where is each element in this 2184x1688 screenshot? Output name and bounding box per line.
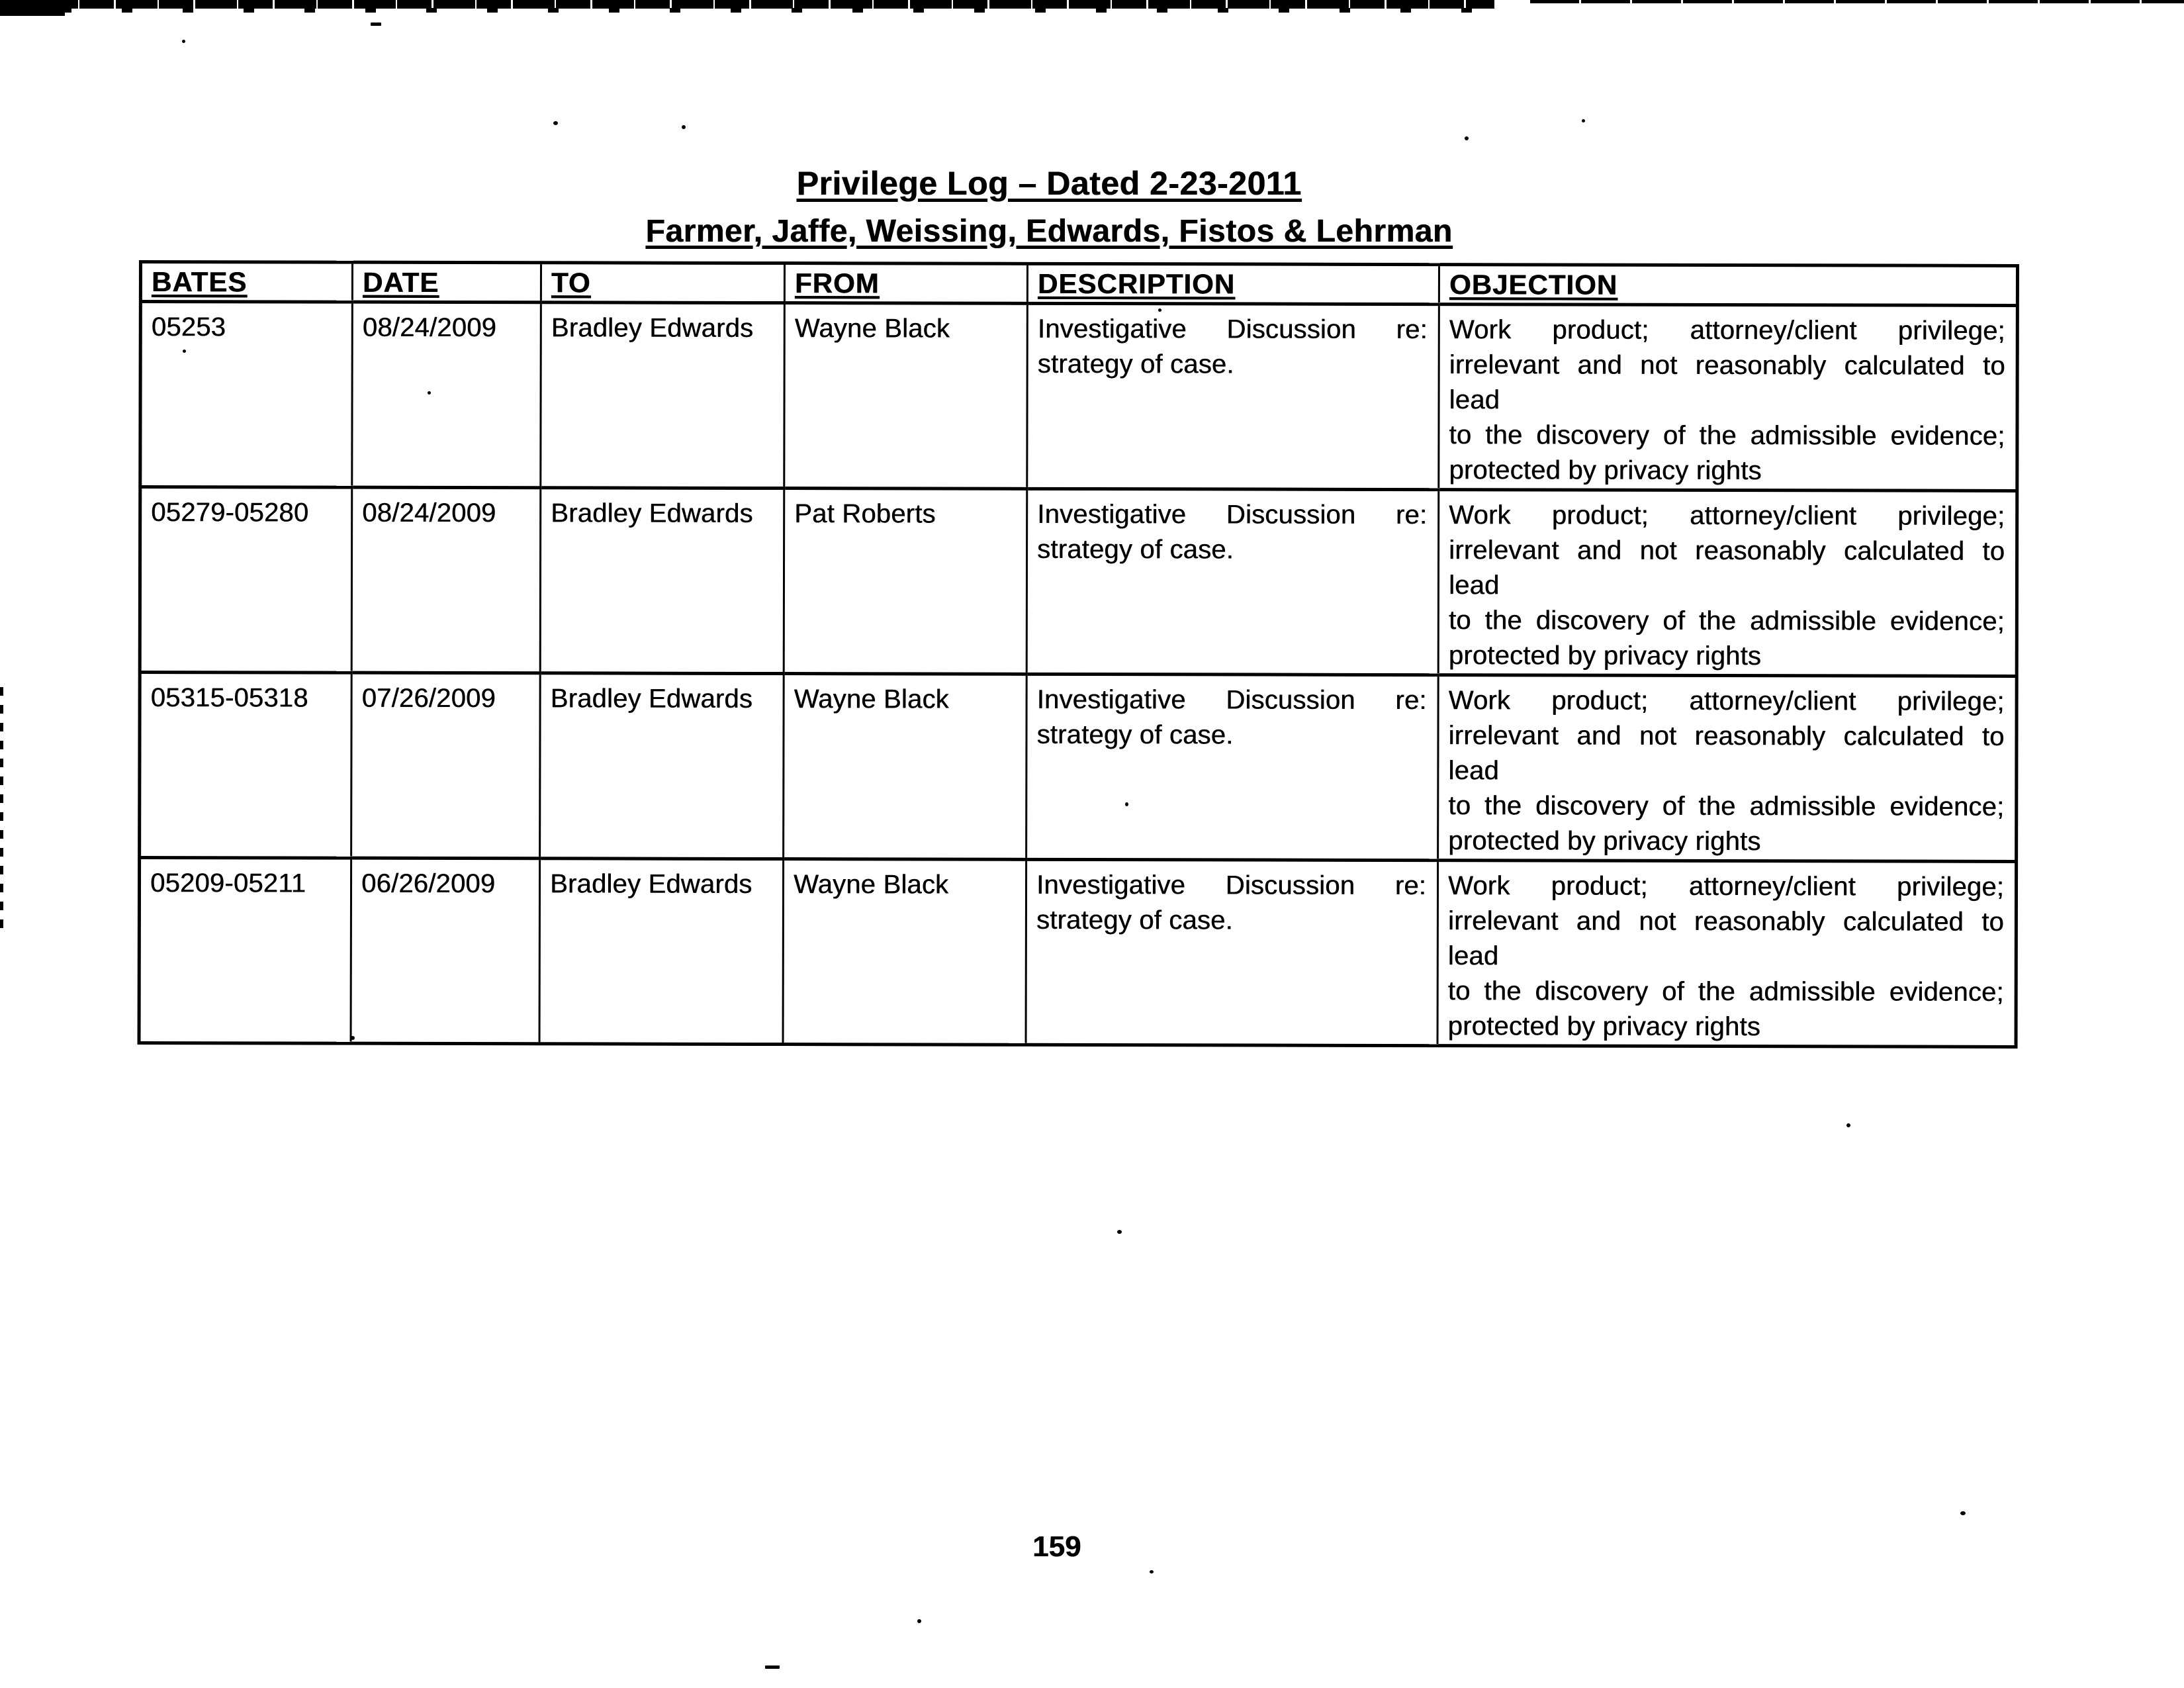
column-header-date: DATE (352, 262, 541, 303)
objection-line: to the discovery of the admissible evidence; (1448, 791, 2005, 821)
cell-date: 08/24/2009 (351, 487, 541, 673)
cell-to: Bradley Edwards (539, 859, 784, 1045)
cell-bates: 05315-05318 (140, 673, 352, 859)
column-header-description: DESCRIPTION (1027, 263, 1439, 304)
cell-to: Bradley Edwards (540, 488, 784, 674)
cell-from: Pat Roberts (784, 489, 1027, 675)
scan-speck (371, 23, 381, 26)
cell-from: Wayne Black (784, 674, 1027, 860)
objection-line: Work product; attorney/client privilege; (1449, 315, 2005, 346)
cell-date: 06/26/2009 (351, 858, 540, 1044)
page-title: Privilege Log – Dated 2-23-2011 (796, 165, 1302, 202)
header-row (140, 262, 2017, 306)
scan-speck (682, 125, 686, 129)
scan-speck (1846, 1123, 1850, 1127)
cell-bates: 05209-05211 (139, 858, 351, 1044)
cell-description (1026, 674, 1439, 860)
scan-speck (1465, 136, 1469, 140)
page-number: 159 (1032, 1530, 1081, 1563)
column-header-from: FROM (784, 263, 1027, 304)
description-line: Investigative Discussion re: (1036, 684, 1427, 716)
table-row (139, 858, 2017, 1047)
cell-to: Bradley Edwards (541, 303, 785, 489)
cell-date: 08/24/2009 (352, 302, 541, 488)
description-line: strategy of case. (1036, 905, 1233, 935)
scan-speck (182, 40, 185, 43)
objection-line: irrelevant and not reasonably calculated to lead (1448, 721, 2005, 786)
objection-line: protected by privacy rights (1448, 826, 1761, 857)
scan-artifact-top-frill (0, 8, 1494, 13)
cell-objection (1438, 675, 2017, 862)
document-header (0, 164, 2098, 250)
description-line: strategy of case. (1037, 534, 1234, 565)
objection-line: protected by privacy rights (1447, 1011, 1760, 1042)
cell-description (1026, 489, 1439, 675)
scan-artifact-left-dashes (0, 687, 3, 932)
cell-objection (1437, 861, 2017, 1047)
scan-artifact-top-thin-line (1530, 0, 2184, 3)
scan-speck (1117, 1230, 1122, 1234)
objection-line: Work product; attorney/client privilege; (1447, 871, 2005, 902)
scan-speck (917, 1619, 921, 1623)
objection-line: to the discovery of the admissible evidence; (1449, 420, 2005, 451)
cell-bates: 05253 (140, 302, 353, 488)
description-line: Investigative Discussion re: (1036, 870, 1427, 901)
column-header-to: TO (541, 263, 784, 303)
objection-line: Work product; attorney/client privilege; (1449, 500, 2005, 531)
privilege-log-table (138, 260, 2019, 1049)
table-row (140, 302, 2018, 491)
column-header-bates: BATES (140, 262, 352, 303)
objection-line: irrelevant and not reasonably calculated to lead (1449, 350, 2005, 415)
document-subtitle: Farmer, Jaffe, Weissing, Edwards, Fistos & Lehrman (645, 214, 1453, 249)
scan-speck (765, 1665, 780, 1669)
description-line: strategy of case. (1036, 720, 1234, 750)
column-header-objection: OBJECTION (1439, 265, 2017, 306)
scan-speck (553, 121, 558, 125)
objection-line: protected by privacy rights (1449, 455, 1762, 486)
cell-to: Bradley Edwards (540, 673, 784, 859)
scan-speck (1960, 1511, 1966, 1515)
objection-line: irrelevant and not reasonably calculated to lead (1447, 906, 2004, 971)
description-line: Investigative Discussion re: (1037, 499, 1428, 530)
cell-objection (1438, 490, 2017, 677)
table-row (140, 673, 2017, 862)
objection-line: irrelevant and not reasonably calculated to lead (1448, 536, 2005, 600)
objection-line: Work product; attorney/client privilege; (1448, 686, 2005, 716)
cell-date: 07/26/2009 (351, 673, 541, 859)
cell-description (1027, 303, 1439, 489)
description-line: strategy of case. (1037, 349, 1234, 379)
scan-speck (1150, 1570, 1154, 1573)
objection-line: protected by privacy rights (1448, 641, 1762, 671)
cell-bates: 05279-05280 (140, 487, 352, 673)
cell-objection (1439, 305, 2018, 491)
cell-from: Wayne Black (784, 303, 1028, 489)
objection-line: to the discovery of the admissible evidence; (1448, 606, 2005, 636)
table-row (140, 487, 2017, 677)
description-line: Investigative Discussion re: (1037, 314, 1428, 345)
cell-description (1026, 859, 1438, 1045)
scan-speck (1582, 119, 1585, 122)
objection-line: to the discovery of the admissible evidence; (1447, 976, 2004, 1007)
scan-artifact-corner-blob (0, 0, 65, 16)
cell-from: Wayne Black (783, 859, 1026, 1045)
